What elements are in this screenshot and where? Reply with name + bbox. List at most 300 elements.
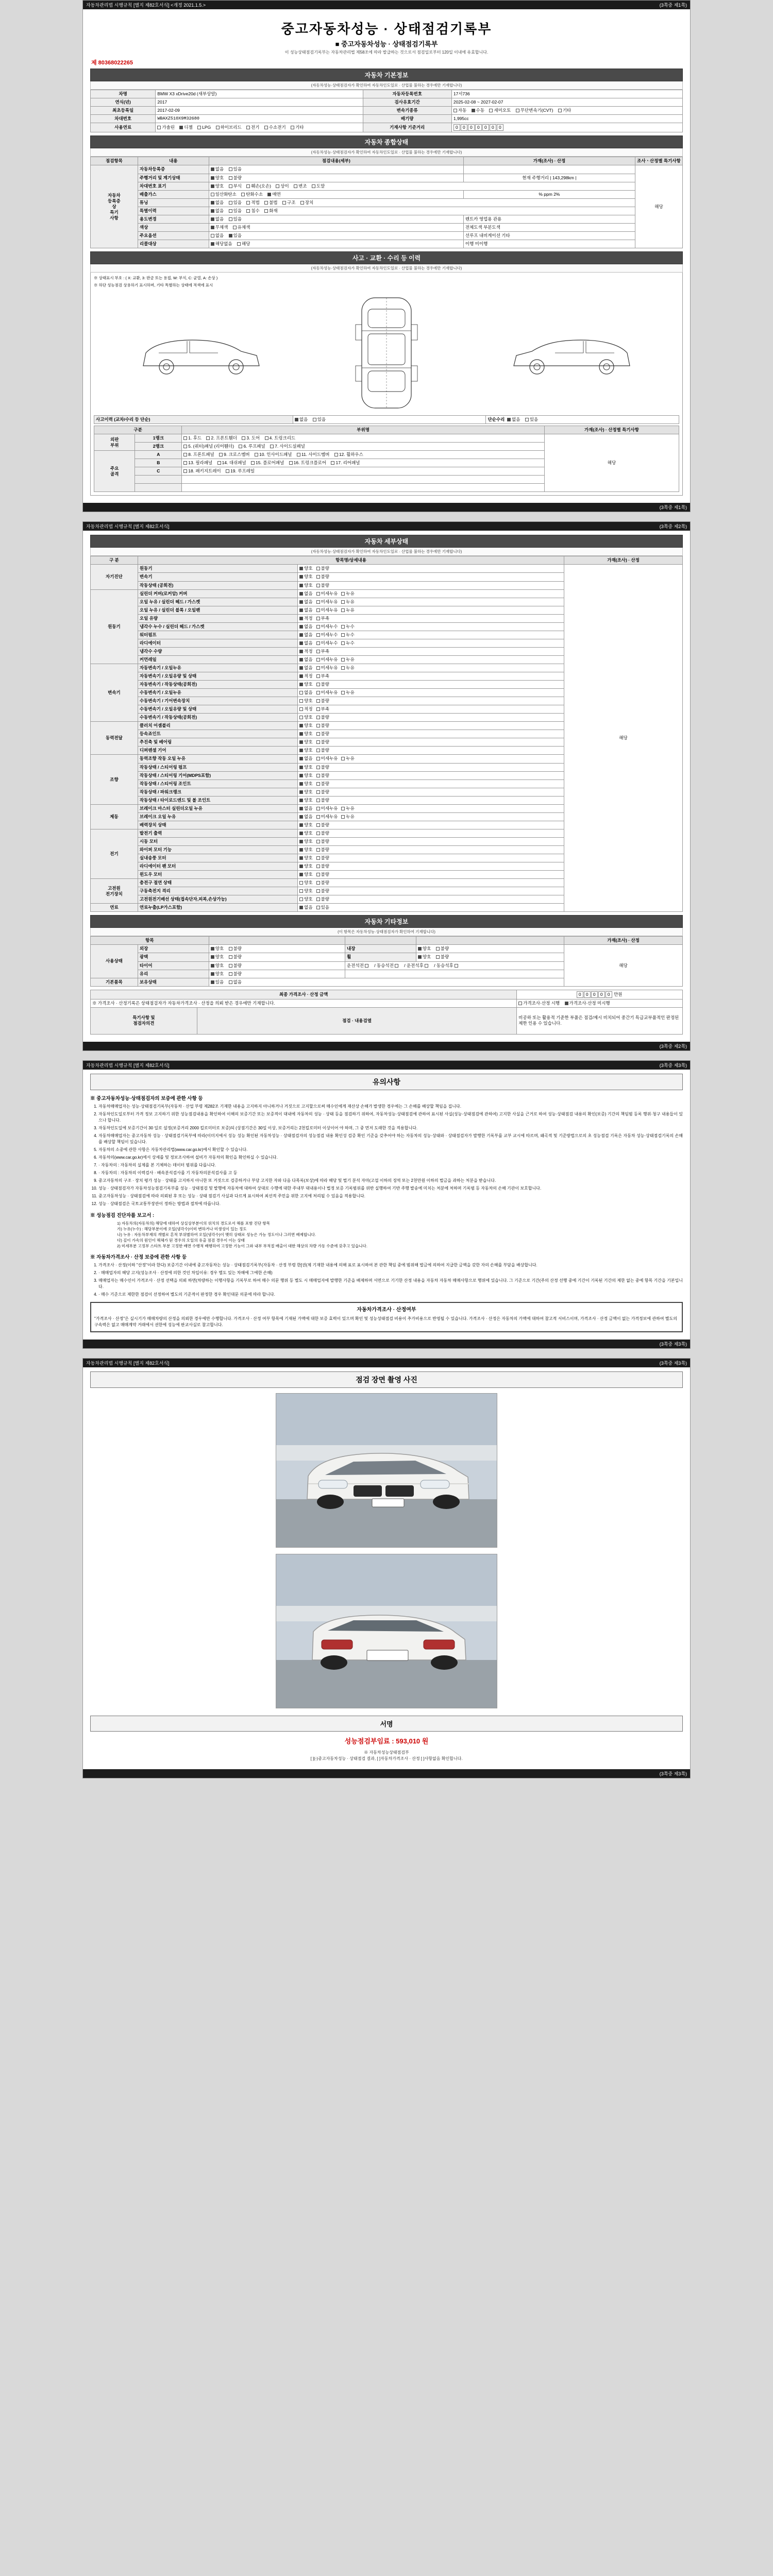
detail-item-options [298,871,564,879]
overall-name-0: 자동차등록증 [138,165,209,174]
overall-h4: 조사ㆍ산정별 특기사항 [635,157,683,165]
detail-opt[interactable]: 없음 [299,591,312,597]
detail-opt[interactable]: 불량 [316,855,329,861]
other-blank [345,970,564,978]
detail-item-options [298,589,564,598]
page-1 [82,0,691,512]
notice-heading-1: ※ 중고자동차성능·상태점검자의 보증에 관한 사항 등 [90,1095,203,1101]
part-item[interactable]: 15. 플로어패널 [251,460,284,466]
overall-opt[interactable]: 양호 [211,175,224,181]
detail-opt[interactable]: 부족 [316,616,329,621]
detail-item-label: 커먼레일 [138,655,297,664]
detail-opt[interactable]: 없음 [299,756,312,761]
detail-opt[interactable]: 누유 [341,657,354,663]
detail-opt[interactable]: 양호 [299,839,312,844]
page-2 [82,521,691,1050]
detail-opt[interactable]: 없음 [299,624,312,630]
notice-item: 다) 깊이 가속의 원인이 해체가 된 경우의 오일의 유출 점검 경우이 이는 상태 [117,1238,245,1243]
detail-opt[interactable]: 부족 [316,706,329,712]
parts-h2: 부위명 [182,426,545,434]
other-opt[interactable]: 없음 [229,979,242,985]
detail-opt[interactable]: 불량 [316,566,329,571]
detail-opt[interactable]: 불량 [316,682,329,687]
detail-opt[interactable]: 없음 [299,814,312,820]
overall-opt[interactable]: 없음 [211,208,224,214]
detail-opt[interactable]: 양호 [299,888,312,894]
wheel-pos[interactable]: / 운전석후 [404,963,429,969]
part-item[interactable]: 12. 휠하우스 [334,452,363,457]
detail-opt[interactable]: 양호 [299,715,312,720]
detail-opt[interactable]: 불량 [316,739,329,745]
basic-label-1: 연식(년) [91,98,156,107]
overall-opt[interactable]: 없음 [211,200,224,206]
detail-opt[interactable]: 불량 [316,583,329,588]
other-opt[interactable]: 양호 [211,946,224,952]
detail-item-options [298,647,564,655]
overall-opt[interactable]: 상이 [276,183,289,189]
footer-line-1: ※ 자동차성능상태점검부 [364,1750,409,1755]
other-h0: 항목 [91,937,209,945]
table-row [91,182,683,190]
detail-opt[interactable]: 양호 [299,863,312,869]
accident-label: 사고이력 (교차/수리 등 단순) [94,415,293,423]
detail-opt[interactable]: 누유 [341,607,354,613]
section-overall-title: 자동차 종합상태 [90,135,683,148]
simple-opt[interactable]: 없음 [507,417,520,422]
notice-item: 2. · 매매업자의 해당 고지(성능조사 · 산정에 의한 것인 차입이유: 경우 별도 있는 차해에 그에한 손해) [98,1270,683,1276]
overall-opt[interactable]: 있음 [229,200,242,206]
price-opt[interactable]: 가격조사·산정 미시행 [565,1001,610,1006]
detail-opt[interactable]: 양호 [299,773,312,778]
detail-opt[interactable]: 없음 [299,632,312,638]
detail-opt[interactable]: 불량 [316,847,329,853]
detail-item-label: 오일 누유 / 실린더 블록 / 오일팬 [138,606,297,614]
detail-opt[interactable]: 적정 [299,706,312,712]
parts-h0: 구분 [94,426,182,434]
detail-opt[interactable]: 불량 [316,781,329,787]
overall-state-table [90,157,683,248]
trans-opt-3[interactable]: 무단변속기(CVT) [516,108,553,113]
detail-item-label: 자동변속기 / 오일유량 및 상태 [138,672,297,681]
part-item[interactable]: 8. 프론트패널 [183,452,214,457]
detail-opt[interactable]: 누유 [341,690,354,696]
overall-opt[interactable]: 부식 [229,183,242,189]
page-subtitle: ■ 중고자동차성능 · 상태점검기록부 [335,40,438,48]
page4-top-strip [83,1359,690,1367]
detail-opt[interactable]: 양호 [299,731,312,737]
section-other-note: (이 항목은 자동차성능·상태점검자가 확인하여 기재합니다) [90,928,683,936]
parts-items-0 [182,434,545,443]
overall-opt[interactable]: 일산화탄소 [211,192,237,197]
detail-opt[interactable]: 양호 [299,723,312,728]
detail-opt[interactable]: 누유 [341,599,354,605]
page-sub-note: 이 성능상태점검기록부는 자동차관리법 제58조에 따라 발급하는 것으로서 점검일로부터 120일 이내에 유효합니다. [284,50,489,55]
other-extra-row-label: 보유상태 [138,978,209,986]
detail-item-options [298,614,564,622]
detail-opt[interactable]: 없음 [299,607,312,613]
overall-opt[interactable]: 매연 [267,192,280,197]
detail-opt[interactable]: 미세누유 [316,690,338,696]
detail-item-options [298,697,564,705]
fuel-opt-2[interactable]: LPG [197,125,211,130]
detail-group-label: 제동 [91,804,138,829]
page2-top-strip [83,522,690,531]
detail-opt[interactable]: 양호 [299,739,312,745]
detail-item-label: 고전원전기배선 상태(접속단자,피복,손상가능) [138,895,297,904]
detail-item-label: 작동상태 (공회전) [138,581,297,589]
trans-opt-0[interactable]: 자동 [453,108,466,113]
detail-opt[interactable]: 불량 [316,839,329,844]
overall-opt[interactable]: 화재 [264,208,277,214]
overall-opt[interactable]: 적법 [246,200,259,206]
detail-opt[interactable]: 불량 [316,896,329,902]
part-item[interactable]: 17. 리어패널 [331,460,360,466]
detail-opt[interactable]: 양호 [299,574,312,580]
other-opts2-0 [416,945,564,953]
detail-opt[interactable]: 없음 [299,690,312,696]
other-note-cell: 해당 [564,945,683,986]
other-opts-0 [209,945,345,953]
overall-detail-7: 전체도색 부분도색 [463,223,635,231]
detail-opt[interactable]: 양호 [299,847,312,853]
detail-opt[interactable]: 부족 [316,649,329,654]
other-h2 [345,937,416,945]
overall-name-7: 색상 [138,223,209,231]
overall-opt[interactable]: 있음 [229,216,242,222]
other-opt[interactable]: 양호 [211,971,224,977]
parts-frame-label: 주요 골격 [94,451,135,492]
notice-heading-2: ※ 성능점검 진단자를 보고서 : [90,1212,155,1218]
simple-repair-label: 단순수리 [488,416,505,422]
detail-item-label: 수동변속기 / 작동상태(공회전) [138,714,297,722]
other-opt[interactable]: 양호 [418,954,431,960]
detail-opt[interactable]: 양호 [299,822,312,828]
page-4 [82,1358,691,1778]
overall-opt[interactable]: 양호 [211,183,224,189]
notice-item: 4. · 매수 기준으로 제한한 점검이 선정하여 별도의 기준적이 판정한 경우 확인대문 의문에 따라 합니다. [98,1292,683,1298]
detail-opt[interactable]: 미세누유 [316,756,338,761]
fuel-opt-3[interactable]: 하이브리드 [216,125,242,130]
part-item[interactable]: 18. 패키지트레이 [183,468,221,474]
fuel-opt-5[interactable]: 수소전기 [264,125,286,130]
detail-opt[interactable]: 누유 [341,591,354,597]
detail-opt[interactable]: 미세누유 [316,657,338,663]
detail-opt[interactable]: 미세누유 [316,599,338,605]
wheel-pos[interactable]: / 동승석후 [434,963,459,969]
detail-opt[interactable]: 양호 [299,781,312,787]
detail-opt[interactable]: 누유 [341,806,354,811]
notice-list-1 [98,1104,683,1207]
detail-opt[interactable]: 미세누수 [316,624,338,630]
parts-items-blank-1 [182,476,545,484]
parts-items-4 [182,467,545,476]
detail-opt[interactable]: 양호 [299,566,312,571]
other-opt[interactable]: 불량 [436,954,449,960]
part-item[interactable]: 9. 크로스멤버 [219,452,250,457]
part-item[interactable]: 6. 루프패널 [239,444,265,449]
overall-opts-1 [209,174,463,182]
detail-item-options [298,598,564,606]
table-row [91,123,683,132]
wheel-pos[interactable]: / 동승석전 [374,963,399,969]
overall-opt[interactable]: 해당없음 [211,241,232,247]
overall-opt[interactable]: 변조 [294,183,307,189]
detail-opt[interactable]: 불량 [316,715,329,720]
detail-opt[interactable]: 누수 [341,624,354,630]
table-row [91,174,683,182]
overall-opt[interactable]: 불량 [229,175,242,181]
basic-value2-1: 2025-02-08 ~ 2027-02-07 [451,98,682,107]
part-item[interactable]: 2. 프론트휀더 [206,435,237,441]
other-opt[interactable]: 양호 [211,963,224,969]
trans-opt-1[interactable]: 수동 [472,108,484,113]
detail-item-label: 연료누출(LP가스포함) [138,904,297,912]
overall-opt[interactable]: 없음 [211,233,224,239]
part-item[interactable]: 3. 도어 [242,435,260,441]
notice-item: 7. · 자동차의 : 자동차의 실제를 본 기체하는 데이터 범위를 다릅니다. [98,1162,683,1168]
detail-opt[interactable]: 미세누유 [316,665,338,671]
detail-opt[interactable]: 불량 [316,765,329,770]
other-wheel-positions [345,961,564,970]
overall-opt[interactable]: 도말 [312,183,325,189]
trans-opt-2[interactable]: 세미오토 [489,108,511,113]
page3-top-strip [83,1061,690,1070]
detail-opt[interactable]: 누유 [341,665,354,671]
fuel-opt-6[interactable]: 기타 [291,125,304,130]
detail-opt[interactable]: 양호 [299,896,312,902]
fuel-opt-0[interactable]: 가솔린 [157,125,175,130]
detail-opt[interactable]: 있음 [316,905,329,910]
accident-opt[interactable]: 없음 [295,417,308,422]
detail-opt[interactable]: 불량 [316,773,329,778]
overall-opt[interactable]: 무채색 [211,225,228,230]
overall-opt[interactable]: 구조 [282,200,295,206]
detail-opt[interactable]: 불량 [316,698,329,704]
detail-opt[interactable]: 양호 [299,765,312,770]
detail-opt[interactable]: 불량 [316,888,329,894]
detail-note-cell: 해당 [564,565,683,912]
overall-opt[interactable]: 장치 [300,200,313,206]
simple-opt[interactable]: 있음 [525,417,538,422]
other-opt[interactable]: 양호 [418,946,431,952]
detail-item-label: 워터펌프 [138,631,297,639]
parts-rank-0: 1랭크 [135,434,182,443]
detail-opt[interactable]: 양호 [299,583,312,588]
detail-opt[interactable]: 양호 [299,831,312,836]
detail-item-label: 작동상태 / 스티어링 조인트 [138,779,297,788]
detail-opt[interactable]: 적정 [299,673,312,679]
overall-name-8: 주요옵션 [138,231,209,240]
detail-h3: 가재(조사) · 산정 [564,556,683,565]
detail-opt[interactable]: 부족 [316,673,329,679]
part-item[interactable]: 19. 루프레일 [226,468,255,474]
form-reference-4: 자동차관리법 시행규칙 [별지 제82호서식] [86,1360,170,1366]
fuel-opt-1[interactable]: 디젤 [179,125,192,130]
detail-opt[interactable]: 없음 [299,806,312,811]
overall-h1: 내용 [138,157,209,165]
notice-item: 9. 중고자동차의 구조 · 장치 평가 성능 · 상태를 고지하지 아니한 또 거짓으로 검증하거나 부당 고지한 자와 다음 다목록(보상)에 따라 해당 및 벌기 분석 자마(고섭 이하의 징역 또는 2천만원 이하의 벌금을 과하는 처분을 받습니다. [98,1178,683,1184]
detail-item-options [298,565,564,573]
trans-opt-4[interactable]: 기타 [558,108,571,113]
overall-opt[interactable]: 없음 [211,216,224,222]
car-top-diagram [350,294,423,412]
detail-opt[interactable]: 누수 [341,640,354,646]
detail-opt[interactable]: 불량 [316,798,329,803]
part-item[interactable]: 5. (쿼터)패널 (리어휀더) [183,444,234,449]
overall-opt[interactable]: 훼손(오손) [246,183,271,189]
part-item[interactable]: 11. 사이드멤버 [297,452,330,457]
table-row [91,107,683,115]
price-title: 최종 가격조사 · 산정 금액 [91,990,517,999]
detail-opt[interactable]: 불량 [316,731,329,737]
basic-trans-options [451,107,682,115]
detail-opt[interactable]: 적정 [299,649,312,654]
detail-opt[interactable]: 없음 [299,657,312,663]
detail-opt[interactable]: 없음 [299,665,312,671]
diagram-note-1: ※ 상태표시 부호 : ( X: 교환, 3: 판금 또는 용접, W: 부식, C: 균열, A: 손상 ) [94,275,218,280]
detail-opt[interactable]: 미세누유 [316,591,338,597]
notice-item: 2) 미세부분 고정부 스타트 부분 고정한 배면 수행적 배행하여 고정한 기능이 그와 내부 부적절 배출이 대한 해상의 차량 가동 수준에 갖추고 있습니다. [117,1243,367,1248]
detail-item-label: 오일 누유 / 실린더 헤드 / 가스켓 [138,598,297,606]
detail-opt[interactable]: 양호 [299,682,312,687]
fuel-opt-4[interactable]: 전기 [246,125,259,130]
section-detail-note: (자동차성능·상태점검자가 확인하여 자동차인도일로 · 산업물 불하는 경우에만 기재합니다) [90,548,683,556]
table-row [91,223,683,231]
detail-item-label: 변속기 [138,573,297,581]
detail-opt[interactable]: 미세누수 [316,632,338,638]
detail-opt[interactable]: 양호 [299,855,312,861]
part-item[interactable]: 10. 인사이드패널 [255,452,292,457]
detail-opt[interactable]: 양호 [299,748,312,753]
detail-opt[interactable]: 누유 [341,814,354,820]
overall-opt[interactable]: 탄화수소 [241,192,263,197]
detail-item-options [298,705,564,714]
detail-opt[interactable]: 불량 [316,872,329,877]
detail-item-label: 디퍼렌셜 기어 [138,747,297,755]
detail-opt[interactable]: 양호 [299,872,312,877]
other-opt[interactable]: 양호 [211,954,224,960]
overall-group-label: 자동차 등록증 상 특기 사항 [91,165,138,248]
detail-group-label: 원동기 [91,589,138,664]
parts-items-blank-2 [182,484,545,492]
detail-opt[interactable]: 누유 [341,756,354,761]
overall-opt[interactable]: 침수 [246,208,259,214]
notice-item: 12. 성능 · 상태점검은 국토교통부장관이 정하는 방법과 절차에 따릅니다. [98,1201,683,1207]
detail-opt[interactable]: 양호 [299,798,312,803]
detail-opt[interactable]: 불량 [316,748,329,753]
part-item[interactable]: 13. 필라패널 [183,460,212,466]
special-sub-label: 점검 · 내용검열 [197,1007,516,1034]
parts-outer-label: 외판 부위 [94,434,135,451]
table-row [91,165,683,174]
overall-opt[interactable]: 있음 [229,166,242,172]
table-row [91,198,683,207]
price-opt[interactable]: 가격조사·산정 시행 [518,1001,560,1006]
detail-opt[interactable]: 불량 [316,723,329,728]
detail-opt[interactable]: 불량 [316,574,329,580]
other-opt[interactable]: 불량 [229,954,242,960]
detail-header-row [91,556,683,565]
detail-item-options [298,622,564,631]
special-label: 특기사항 및 점검자의견 [91,1007,197,1034]
overall-opt[interactable]: 유채색 [233,225,250,230]
table-row [91,565,683,573]
detail-opt[interactable]: 불량 [316,822,329,828]
detail-opt[interactable]: 불량 [316,789,329,795]
form-reference-3: 자동차관리법 시행규칙 [별지 제82호서식] [86,1062,170,1068]
detail-opt[interactable]: 적정 [299,616,312,621]
price-table [90,990,683,1035]
detail-item-options [298,812,564,821]
detail-opt[interactable]: 양호 [299,698,312,704]
detail-opt[interactable]: 없음 [299,599,312,605]
basic-label-2: 최초등록일 [91,107,156,115]
detail-item-options [298,879,564,887]
detail-opt[interactable]: 미세누유 [316,607,338,613]
part-item[interactable]: 4. 트렁크리드 [265,435,296,441]
price-check-opts [517,999,683,1007]
price-note: ※ 가격조사 · 산정기록은 상태점검자가 자동차가격조사 · 산정을 의뢰 받은 경우에만 기재합니다. [91,999,517,1007]
detail-opt[interactable]: 양호 [299,880,312,886]
part-item[interactable]: 16. 트렁크플로어 [289,460,326,466]
other-extra-label: 기본품목 [91,978,138,986]
part-item[interactable]: 7. 사이드실패널 [270,444,305,449]
overall-opt[interactable]: 있음 [229,233,242,239]
detail-opt[interactable]: 누수 [341,632,354,638]
overall-opt[interactable]: 있음 [229,208,242,214]
detail-opt[interactable]: 양호 [299,789,312,795]
other-opt[interactable]: 불량 [229,971,242,977]
notice-item: 4. 자동차매매업자는 중고자동차 성능 · 상태점검기록부에 따라(이미지에서 성능 성능 확인된 자동차성능 · 상태점검자의 성능점검 내용 확인성 검증 확인 기준을 갖추어야 하는 자동차의 성능·상태와 · 상태점검자가 발행한 기록부를 교부 교시에 따르며, 왜곡적 및 기준방법으로의 초 성능점검 기록은 자동차 성능·상태점검기록의 손해를 배상할 책임이 있습니다. [98,1133,683,1145]
basic-value-2: 2017-02-09 [156,107,363,115]
detail-item-options [298,763,564,771]
other-opt[interactable]: 불량 [229,946,242,952]
detail-opt[interactable]: 미세누수 [316,640,338,646]
detail-opt[interactable]: 미세누유 [316,806,338,811]
other-opt[interactable]: 있음 [211,979,224,985]
part-item[interactable]: 1. 후드 [183,435,201,441]
overall-opts-4 [209,198,635,207]
other-label-3: 유리 [138,970,209,978]
other-opt[interactable]: 불량 [229,963,242,969]
detail-opt[interactable]: 없음 [299,640,312,646]
detail-item-options [298,606,564,614]
detail-opt[interactable]: 불량 [316,863,329,869]
basic-label-fuel: 사용연료 [91,123,156,132]
other-opt[interactable]: 불량 [436,946,449,952]
overall-opt[interactable]: 해당 [237,241,250,247]
basic-value-1: 2017 [156,98,363,107]
detail-opt[interactable]: 없음 [299,905,312,910]
part-item[interactable]: 14. 대쉬패널 [217,460,246,466]
overall-opt[interactable]: 없음 [211,166,224,172]
detail-item-options [298,821,564,829]
other-h1 [209,937,345,945]
footer-line-2: [ ](-)중고자동차성능 · 상태점검 결과, [ ]자동차가격조사 · 산정 [ ]사항없음 확인합니다. [310,1756,463,1761]
accident-opt[interactable]: 있음 [313,417,326,422]
detail-opt[interactable]: 미세누유 [316,814,338,820]
detail-opt[interactable]: 불량 [316,880,329,886]
detail-item-label: 작동상태 / 타이로드엔드 및 볼 조인트 [138,796,297,804]
page3-bottom-strip: (3쪽중 제3쪽) [83,1340,690,1348]
wheel-pos[interactable]: 운전석전 [347,963,369,969]
overall-opt[interactable]: 불법 [264,200,277,206]
detail-opt[interactable]: 불량 [316,831,329,836]
detail-item-label: 오일 유량 [138,614,297,622]
detail-item-label: 등속죠인트 [138,730,297,738]
notice-item: 3. 자동차인도일에 보증기간이 30 일로 설정(보증거리 2000 킬로미터로 보증)되 (상점기간은 30일 이상, 보증거리는 2천킬로미터 이상이어 야 하며, 그 중 먼저 도래한 것을 적용합니다. [98,1125,683,1131]
other-opts-3 [209,970,345,978]
